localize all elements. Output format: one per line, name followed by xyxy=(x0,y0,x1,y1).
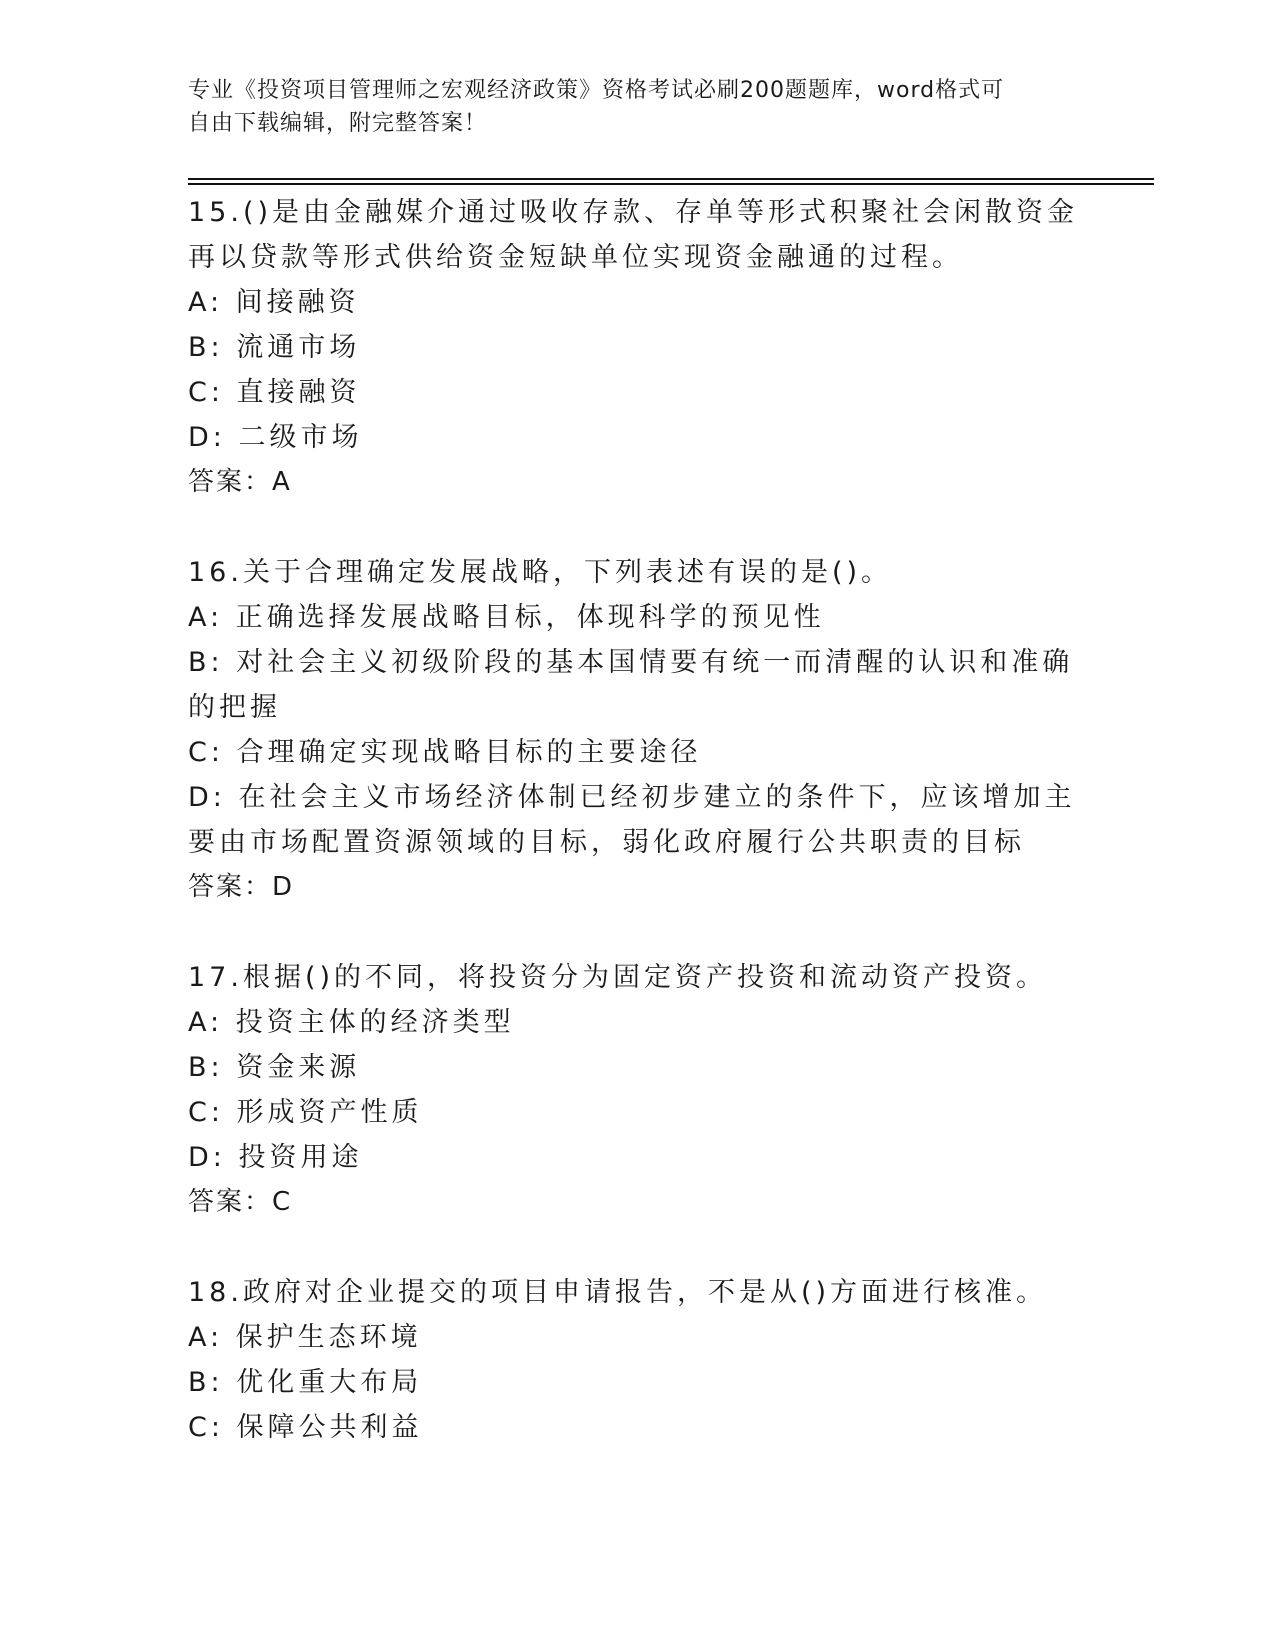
answer: 答案：A xyxy=(188,467,292,497)
option-d: D: 投资用途 xyxy=(188,1142,363,1173)
header-title-line-2: 自由下载编辑，附完整答案！ xyxy=(188,111,488,136)
question-16 xyxy=(188,550,1088,910)
question-text: 15.()是由金融媒介通过吸收存款、存单等形式积聚社会闲散资金再以贷款等形式供给资金短缺单位实现资金融通的过程。 xyxy=(188,197,1079,273)
question-text: 16.关于合理确定发展战略，下列表述有误的是()。 xyxy=(188,557,893,588)
option-a: A: 正确选择发展战略目标，体现科学的预见性 xyxy=(188,602,825,633)
header-divider-top xyxy=(188,178,1154,180)
question-list xyxy=(188,190,1088,1495)
option-a: A: 保护生态环境 xyxy=(188,1322,422,1353)
question-18 xyxy=(188,1270,1088,1450)
option-b: B: 对社会主义初级阶段的基本国情要有统一而清醒的认识和准确的把握 xyxy=(188,647,1074,723)
question-text: 18.政府对企业提交的项目申请报告，不是从()方面进行核准。 xyxy=(188,1277,1048,1308)
question-17 xyxy=(188,955,1088,1225)
option-c: C: 保障公共利益 xyxy=(188,1412,423,1443)
option-a: A: 投资主体的经济类型 xyxy=(188,1007,515,1038)
option-b: B: 资金来源 xyxy=(188,1052,361,1083)
document-header xyxy=(188,74,1068,140)
option-b: B: 优化重大布局 xyxy=(188,1367,423,1398)
option-b: B: 流通市场 xyxy=(188,332,361,363)
question-15 xyxy=(188,190,1088,505)
option-c: C: 合理确定实现战略目标的主要途径 xyxy=(188,737,702,768)
header-title-line-1: 专业《投资项目管理师之宏观经济政策》资格考试必刷200题题库，word格式可 xyxy=(188,78,1005,103)
header-divider-bottom xyxy=(188,183,1154,185)
option-c: C: 形成资产性质 xyxy=(188,1097,423,1128)
answer: 答案：D xyxy=(188,872,295,902)
answer: 答案：C xyxy=(188,1187,293,1217)
option-d: D: 二级市场 xyxy=(188,422,363,453)
option-c: C: 直接融资 xyxy=(188,377,361,408)
option-a: A: 间接融资 xyxy=(188,287,360,318)
option-d: D: 在社会主义市场经济体制已经初步建立的条件下，应该增加主要由市场配置资源领域的目标，弱化政府履行公共职责的目标 xyxy=(188,782,1076,858)
question-text: 17.根据()的不同，将投资分为固定资产投资和流动资产投资。 xyxy=(188,962,1048,993)
